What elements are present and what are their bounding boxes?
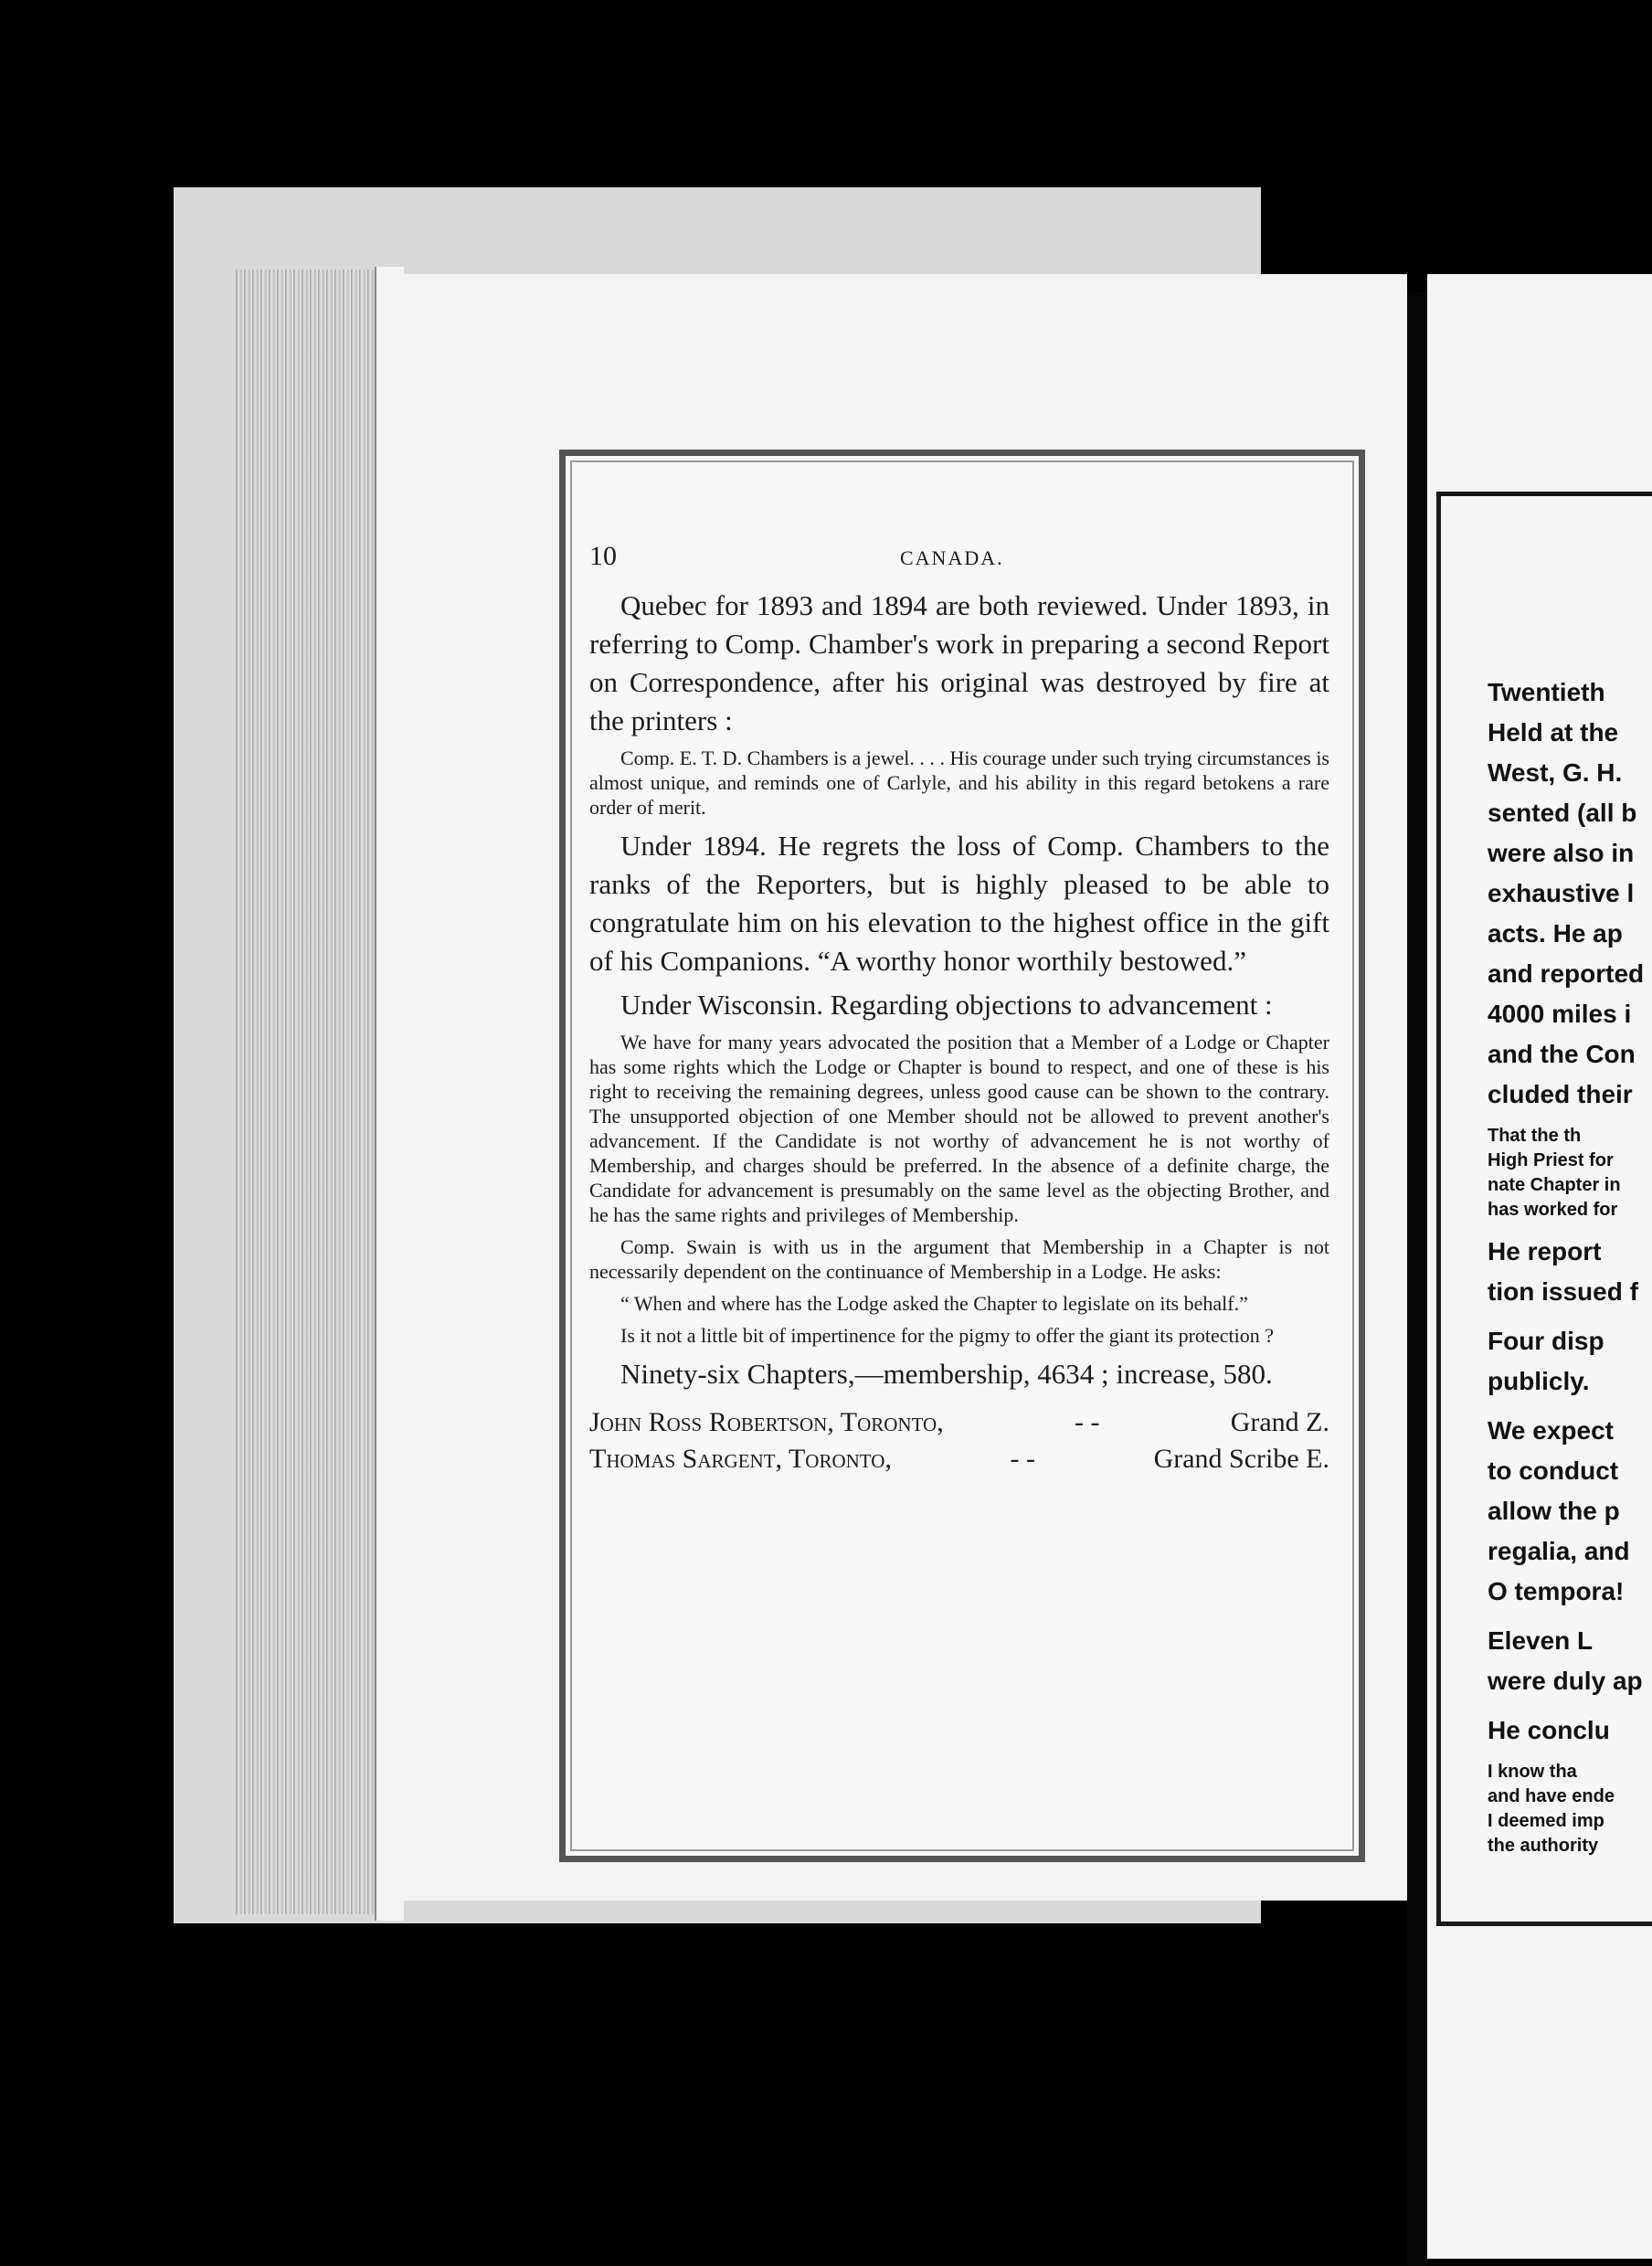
page-header — [589, 541, 1329, 572]
right-small-line: has worked for — [1488, 1200, 1618, 1220]
right-small-line: That the th — [1488, 1126, 1582, 1146]
right-small-line: I deemed imp — [1488, 1811, 1604, 1831]
right-line: Held at the — [1488, 718, 1619, 747]
right-line: West, G. H. — [1488, 758, 1623, 787]
right-line: to conduct — [1488, 1456, 1619, 1485]
right-line: and reported — [1488, 959, 1645, 988]
right-line: were also in — [1488, 839, 1635, 867]
right-line: We expect — [1488, 1416, 1614, 1445]
right-line: 4000 miles i — [1488, 1000, 1632, 1028]
signature-dashes: - - — [1010, 1444, 1035, 1474]
right-small-line: nate Chapter in — [1488, 1175, 1621, 1195]
running-head: CANADA. — [900, 546, 1004, 569]
page-number: 10 — [589, 541, 617, 571]
page-stack-edges — [236, 270, 391, 1914]
right-line: and the Con — [1488, 1040, 1636, 1068]
right-line: cluded their — [1488, 1080, 1633, 1108]
right-line: He report — [1488, 1237, 1602, 1265]
page-content — [589, 541, 1329, 1477]
signature-line — [589, 1404, 1329, 1441]
book-gutter — [1407, 292, 1427, 2266]
right-line: Twentieth — [1488, 678, 1605, 706]
paragraph-under-1894: Under 1894. He regrets the loss of Comp. Chambers to the ranks of the Reporters, but is highly pleased to be able to congratulate him on his elevation to the highest office in the gift of his Companions. “A worthy honor worthily bestowed.” — [589, 830, 1329, 977]
right-small-line: High Priest for — [1488, 1150, 1614, 1170]
paragraph-membership: Ninety-six Chapters,—membership, 4634 ; increase, 580. — [620, 1358, 1273, 1390]
paragraph-wisconsin: Under Wisconsin. Regarding objections to advancement : — [620, 989, 1273, 1021]
quote-lodge-question: “ When and where has the Lodge asked the Chapter to legislate on its behalf.” — [620, 1292, 1248, 1315]
right-line: tion issued f — [1488, 1277, 1638, 1306]
right-line: sented (all b — [1488, 799, 1637, 827]
right-small-line: and have ende — [1488, 1786, 1615, 1806]
right-line: Four disp — [1488, 1327, 1604, 1355]
right-line: regalia, and — [1488, 1537, 1630, 1565]
right-small-line: the authority — [1488, 1836, 1599, 1856]
right-line: were duly ap — [1488, 1667, 1643, 1695]
signature-line — [589, 1441, 1329, 1477]
right-line: allow the p — [1488, 1497, 1620, 1525]
right-line: He conclu — [1488, 1716, 1610, 1744]
right-small-line: I know tha — [1488, 1762, 1577, 1782]
right-line: O tempora! — [1488, 1577, 1625, 1605]
signature-title: Grand Z. — [1230, 1407, 1329, 1437]
signature-title: Grand Scribe E. — [1153, 1444, 1329, 1474]
right-page-text — [1488, 672, 1652, 1858]
right-line: acts. He ap — [1488, 919, 1623, 948]
signature-dashes: - - — [1074, 1407, 1100, 1437]
right-line: exhaustive l — [1488, 879, 1635, 907]
quote-advancement: We have for many years advocated the position that a Member of a Lodge or Chapter has some rights which the Lodge or Chapter is bound to respect, and one of these is his right to receiving the remaining degrees, unless good cause can be shown to the contrary. The unsupported objection of one Member should not be allowed to prevent another's advancement. If the Candidate is not worthy of advancement he is not worthy of Membership, and charges should be preferred. In the absence of a definite charge, the Candidate for advancement is presumably on the same level as the objecting Brother, and he has the same rights and privileges of Membership. — [589, 1031, 1329, 1226]
quote-pigmy: Is it not a little bit of impertinence for the pigmy to offer the giant its protection ? — [620, 1324, 1275, 1347]
signature-name: Thomas Sargent, Toronto, — [589, 1444, 892, 1474]
quote-chambers: Comp. E. T. D. Chambers is a jewel. . . . His courage under such trying circumstances is almost unique, and reminds one of Carlyle, and his ability in this regard betokens a rare order of merit. — [589, 747, 1329, 819]
signature-name: John Ross Robertson, Toronto, — [589, 1407, 944, 1437]
quote-swain: Comp. Swain is with us in the argument that Membership in a Chapter is not necessarily dependent on the continuance of Membership in a Lodge. He asks: — [589, 1235, 1329, 1283]
right-line: publicly. — [1488, 1367, 1590, 1395]
right-line: Eleven L — [1488, 1626, 1594, 1655]
paragraph-quebec: Quebec for 1893 and 1894 are both reviewed. Under 1893, in referring to Comp. Chamber's work in preparing a second Report on Correspondence, after his original was destroyed by fire at the printers : — [589, 589, 1329, 736]
